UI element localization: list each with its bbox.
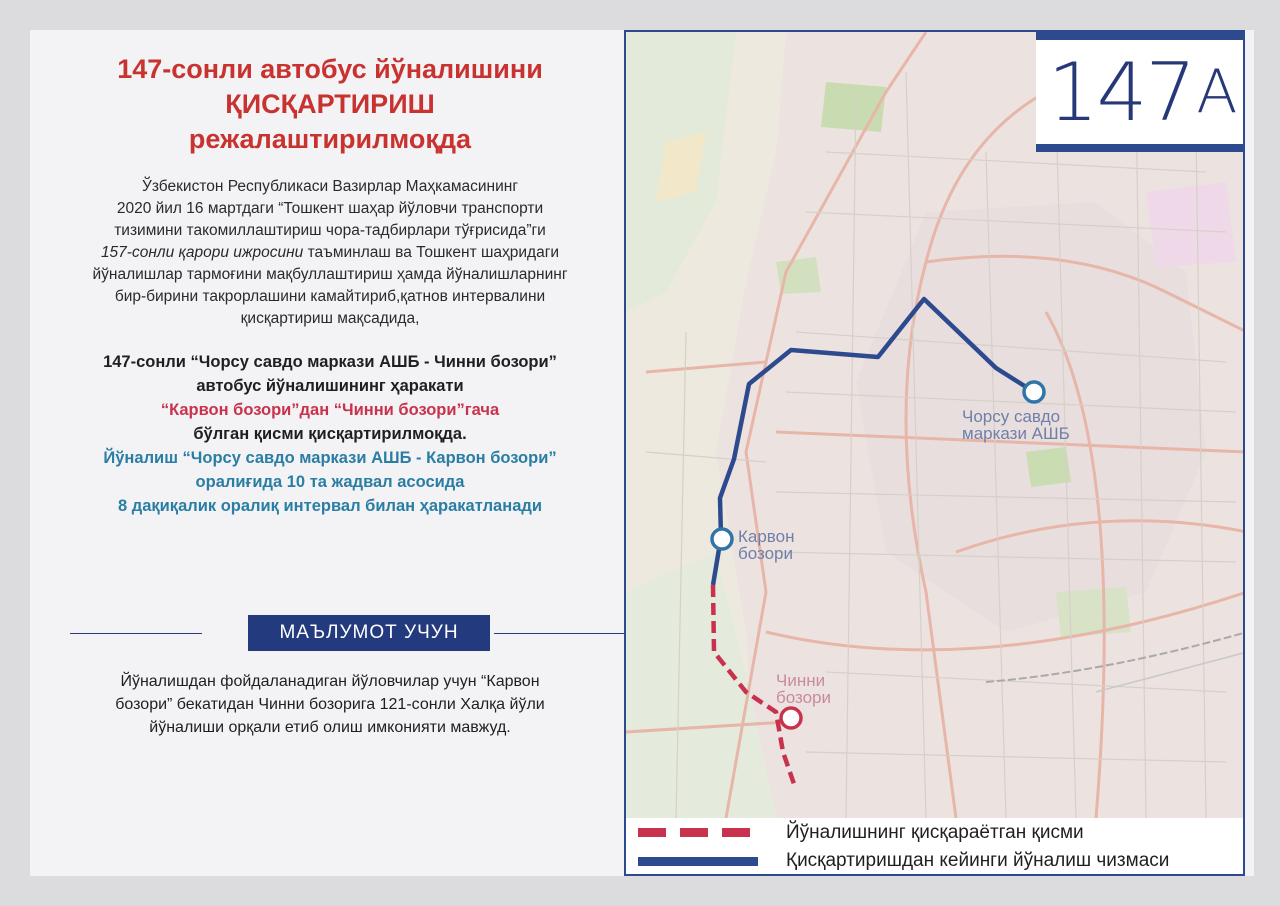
decision-line: бўлган қисми қисқартирилмоқда.	[193, 425, 467, 443]
intro-line: йўналишлар тармоғини мақбуллаштириш ҳамда йўналишларнинг	[92, 266, 568, 283]
decision-line-new-route: Йўналиш “Чорсу савдо маркази АШБ - Карвон бозори”	[103, 449, 557, 467]
park	[1056, 587, 1131, 637]
intro-line: қисқартириш мақсадида,	[240, 310, 420, 327]
map-canvas	[626, 32, 1245, 876]
divider-line	[70, 633, 202, 634]
info-badge: МАЪЛУМОТ УЧУН	[248, 615, 490, 651]
stop-label-line: Чорсу савдо	[962, 407, 1061, 426]
stop-label-line: Чинни	[776, 671, 826, 690]
stop-chinni-marker	[781, 708, 801, 728]
intro-line: бир-бирини такрорлашини камайтириб,қатнов интервалини	[114, 288, 546, 305]
map-legend	[626, 818, 1245, 876]
note-line: йўналиши орқали етиб олиш имконияти мавжуд.	[149, 719, 511, 736]
decision-line-highlight: “Карвон бозори”дан “Чинни бозори”гача	[160, 401, 500, 419]
stop-chorsu-marker	[1024, 382, 1044, 402]
note-line: бозори” бекатидан Чинни бозорига 121-сонли Халқа йўли	[115, 696, 545, 713]
route-map	[624, 30, 1245, 876]
legend-new-label: Қисқартиришдан кейинги йўналиш чизмаси	[786, 850, 1170, 871]
intro-line	[30, 242, 630, 264]
stop-label-line: маркази АШБ	[962, 424, 1070, 443]
divider-line	[494, 633, 626, 634]
stop-chorsu-label	[962, 408, 1070, 442]
route-number: 147	[1047, 45, 1195, 139]
park	[1026, 447, 1071, 487]
intro-line-tail: таъминлаш ва Тошкент шаҳридаги	[303, 244, 560, 261]
note-line: Йўналишдан фойдаланадиган йўловчилар учун “Карвон	[120, 673, 540, 690]
decision-line: автобус йўналишининг ҳаракати	[196, 377, 464, 395]
intro-line: 2020 йил 16 мартдаги “Тошкент шаҳар йўловчи транспорти	[116, 200, 544, 217]
stop-label-line: бозори	[776, 688, 832, 707]
stop-karvon-label	[738, 528, 795, 562]
district	[1146, 182, 1236, 267]
stop-label-line: бозори	[738, 544, 794, 563]
stop-karvon-marker	[712, 529, 732, 549]
title-line: 147-сонли автобус йўналишини	[117, 54, 543, 84]
stop-label-line: Карвон	[738, 527, 795, 546]
note-text	[30, 670, 630, 739]
decision-text	[30, 350, 630, 518]
poster-title	[30, 52, 630, 157]
title-line: режалаштирилмоқда	[188, 124, 472, 154]
decision-line-new-route: оралиғида 10 та жадвал асосида	[195, 473, 465, 491]
route-number-badge	[1036, 32, 1245, 152]
decision-line: 147-сонли “Чорсу савдо маркази АШБ - Чинни бозори”	[103, 353, 557, 371]
decision-line-new-route: 8 дақиқалик оралиқ интервал билан ҳаракатланади	[118, 497, 542, 515]
intro-text	[30, 176, 630, 330]
legend-cut-swatch	[638, 828, 758, 837]
decree-reference: 157-сонли қарори ижросини	[100, 244, 304, 261]
intro-line: Ўзбекистон Республикаси Вазирлар Маҳкамасининг	[142, 178, 518, 195]
info-panel	[30, 30, 624, 876]
intro-line: тизимини такомиллаштириш чора-тадбирлари тўғрисида”ги	[114, 222, 546, 239]
route-suffix: А	[1196, 57, 1236, 127]
legend-new-swatch	[638, 857, 758, 866]
stop-chinni-label	[776, 672, 831, 706]
info-header	[70, 615, 590, 651]
legend-cut-label: Йўналишнинг қисқараётган қисми	[786, 822, 1084, 843]
title-line: ҚИСҚАРТИРИШ	[225, 89, 435, 119]
